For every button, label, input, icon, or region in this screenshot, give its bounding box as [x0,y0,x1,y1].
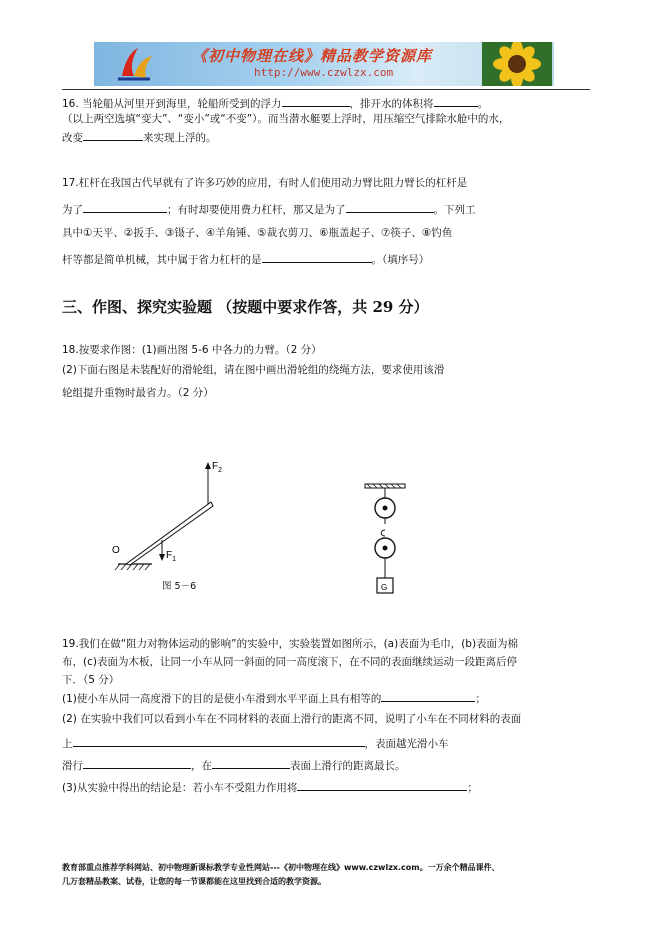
q17-line2 [62,201,476,217]
q17-text-e: 。（填序号） [371,254,430,266]
q19-blank-conclusion2[interactable] [297,779,467,791]
q19-text-d: ，表面越光滑小车 [364,738,449,750]
q17-blank-levers[interactable] [262,251,372,263]
q19-blank-speed[interactable] [381,690,475,702]
q18-line1: 18.按要求作图：(1)画出图 5-6 中各力的力臂。（2 分） [62,344,322,356]
label-g: G [381,583,388,592]
q16-text-d: 改变 [62,132,83,144]
q19-line7 [62,757,406,773]
q17-text-d: 杆等都是简单机械，其中属于省力杠杆的是 [62,254,262,266]
q18-line3: 轮组提升重物时最省力。（2 分） [62,387,214,399]
q19-text-h: (3)从实验中得出的结论是：若小车不受阻力作用将 [62,782,298,794]
q19-blank-surface[interactable] [212,757,290,769]
q17-line4 [62,251,429,267]
q16-text-e: 来实现上浮的。 [143,132,217,144]
q19-text-f: ，在 [191,760,212,772]
q19-line6 [62,735,449,751]
banner-title: 《初中物理在线》精品教学资源库 [192,47,433,65]
q19-line4 [62,690,486,706]
sunflower-icon [482,42,552,86]
q16-line3 [62,129,217,145]
q19-text-g: 表面上滑行的距离最长。 [290,760,406,772]
footer-line1: 教育部重点推荐学科网站、初中物理新课标教学专业性网站---《初中物理在线》www.czwlzx.com。一万余个精品课件、 [62,863,500,872]
q17-blank-purpose2[interactable] [346,201,434,213]
figure-caption: 图 5－6 [162,581,197,592]
footer-line2: 几万套精品教案、试卷，让您的每一节课都能在这里找到合适的教学资源。 [62,877,326,886]
q16-blank-change[interactable] [83,129,143,141]
q17-text-a: 为了 [62,204,83,216]
q17-line1: 17.杠杆在我国古代早就有了许多巧妙的应用，有时人们使用动力臂比阻力臂长的杠杆是 [62,177,468,189]
q17-line3: 具中①天平、②扳手、③镊子、④羊角锤、⑤裁衣剪刀、⑥瓶盖起子、⑦筷子、⑧钓鱼 [62,227,453,239]
q16-text-b: ，排开水的体积将 [349,98,434,110]
header-banner [94,42,554,86]
q19-blank-distance[interactable] [83,757,191,769]
q19-text-i: ； [467,782,478,794]
q16-text-a: 16. 当轮船从河里开到海里，轮船所受到的浮力 [62,98,282,110]
label-f1: $F_1$ [166,550,177,563]
section-3-title: 三、作图、探究实验题 （按题中要求作答，共 29 分） [62,298,429,316]
q16-line1 [62,95,488,111]
q19-text-a: (1)使小车从同一高度滑下的目的是使小车滑到水平平面上具有相等的 [62,693,382,705]
q17-blank-purpose1[interactable] [83,201,167,213]
q19-text-c: 上 [62,738,73,750]
ground-hatch [115,564,150,570]
q17-text-c: 。下列工 [433,204,476,216]
q19-blank-conclusion1[interactable] [73,735,365,747]
q19-line2: 布，(c)表面为木板，让同一小车从同一斜面的同一高度滚下，在不同的表面继续运动一段距离后停 [62,656,517,668]
q19-line5: (2) 在实验中我们可以看到小车在不同材料的表面上滑行的距离不同，说明了小车在不同材料的表面 [62,713,522,725]
q16-blank-volume[interactable] [434,95,478,107]
q19-line1: 19.我们在做“阻力对物体运动的影响”的实验中，实验装置如图所示，(a)表面为毛巾，(b)表面为棉 [62,638,519,650]
q19-line8 [62,779,478,795]
force-f1-arrowhead [159,554,165,561]
site-logo-icon [116,46,154,82]
q16-blank-buoyancy[interactable] [282,95,350,107]
lever-figure [100,455,230,585]
banner-url[interactable]: http://www.czwlzx.com [254,66,394,79]
movable-pulley-axle [383,546,388,551]
force-f2-arrowhead [205,462,211,469]
fixed-pulley-axle [383,506,388,511]
pulley-figure [355,480,415,600]
q16-line2: （以上两空选填“变大”、“变小”或“不变”）。而当潜水艇要上浮时，用压缩空气排除水舱中的水， [62,113,510,125]
q16-text-c: 。 [477,98,489,110]
q19-text-b: ； [475,693,486,705]
q19-line3: 下．（5 分） [62,674,120,686]
q17-text-b: ；有时却要使用费力杠杆，那又是为了 [167,204,346,216]
q18-line2: (2)下面右图是未装配好的滑轮组，请在图中画出滑轮组的绕绳方法，要求使用该滑 [62,364,445,376]
label-f2: $F_2$ [212,461,223,474]
q19-text-e: 滑行 [62,760,83,772]
label-o: O [112,545,120,556]
header-rule [62,89,590,90]
movable-pulley-hook [381,518,385,536]
